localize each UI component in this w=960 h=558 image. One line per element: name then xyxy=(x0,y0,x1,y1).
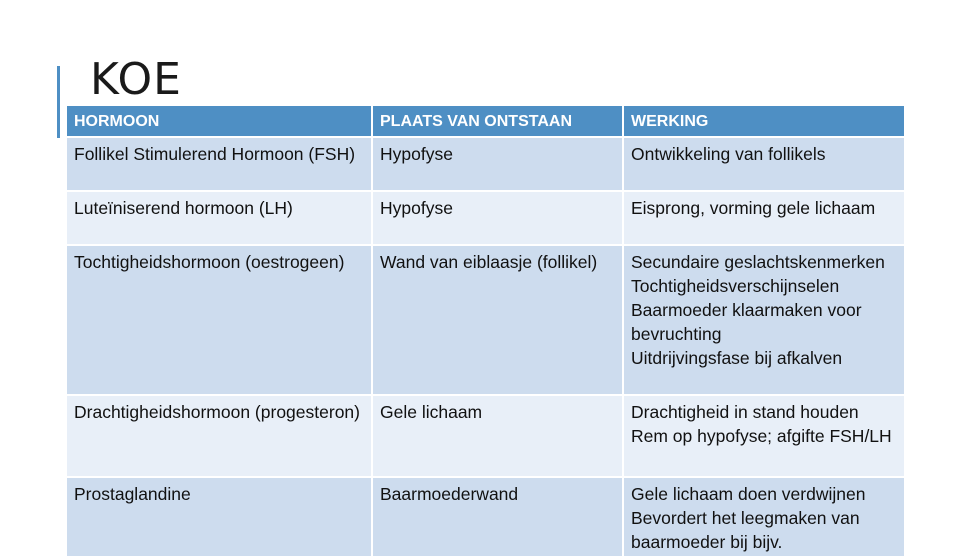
cell-werking xyxy=(623,137,905,191)
cell-plaats: Gele lichaam xyxy=(372,395,623,477)
cell-plaats: Baarmoederwand xyxy=(372,477,623,557)
cell-werking xyxy=(623,395,905,477)
table-header-row xyxy=(66,105,905,137)
cell-plaats: Wand van eiblaasje (follikel) xyxy=(372,245,623,395)
cell-werking xyxy=(623,191,905,245)
table-row xyxy=(66,137,905,191)
werking-line: Baarmoeder klaarmaken voor bevruchting xyxy=(631,300,862,344)
table-row xyxy=(66,477,905,557)
werking-line: Bevordert het leegmaken van baarmoeder bij bijv. xyxy=(631,508,860,552)
header-werking: WERKING xyxy=(623,105,905,137)
title-accent-bar xyxy=(57,66,60,138)
table-row xyxy=(66,245,905,395)
werking-line: Secundaire geslachtskenmerken xyxy=(631,252,885,272)
cell-hormoon: Luteïniserend hormoon (LH) xyxy=(66,191,372,245)
cell-hormoon: Drachtigheidshormoon (progesteron) xyxy=(66,395,372,477)
werking-line: Ontwikkeling van follikels xyxy=(631,144,826,164)
werking-line: Tochtigheidsverschijnselen xyxy=(631,276,840,296)
werking-line: Rem op hypofyse; afgifte FSH/LH xyxy=(631,426,892,446)
cell-plaats: Hypofyse xyxy=(372,191,623,245)
werking-line: Gele lichaam doen verdwijnen xyxy=(631,484,866,504)
hormone-table xyxy=(65,104,906,558)
cell-werking xyxy=(623,245,905,395)
header-hormoon: HORMOON xyxy=(66,105,372,137)
werking-line: Drachtigheid in stand houden xyxy=(631,402,859,422)
header-plaats-van-ontstaan: PLAATS VAN ONTSTAAN xyxy=(372,105,623,137)
werking-line: Uitdrijvingsfase bij afkalven xyxy=(631,348,843,368)
slide-title: KOE xyxy=(90,54,182,105)
cell-hormoon: Follikel Stimulerend Hormoon (FSH) xyxy=(66,137,372,191)
table-row xyxy=(66,395,905,477)
table-row xyxy=(66,191,905,245)
cell-plaats: Hypofyse xyxy=(372,137,623,191)
cell-hormoon: Tochtigheidshormoon (oestrogeen) xyxy=(66,245,372,395)
cell-hormoon: Prostaglandine xyxy=(66,477,372,557)
werking-line: Eisprong, vorming gele lichaam xyxy=(631,198,876,218)
cell-werking xyxy=(623,477,905,557)
